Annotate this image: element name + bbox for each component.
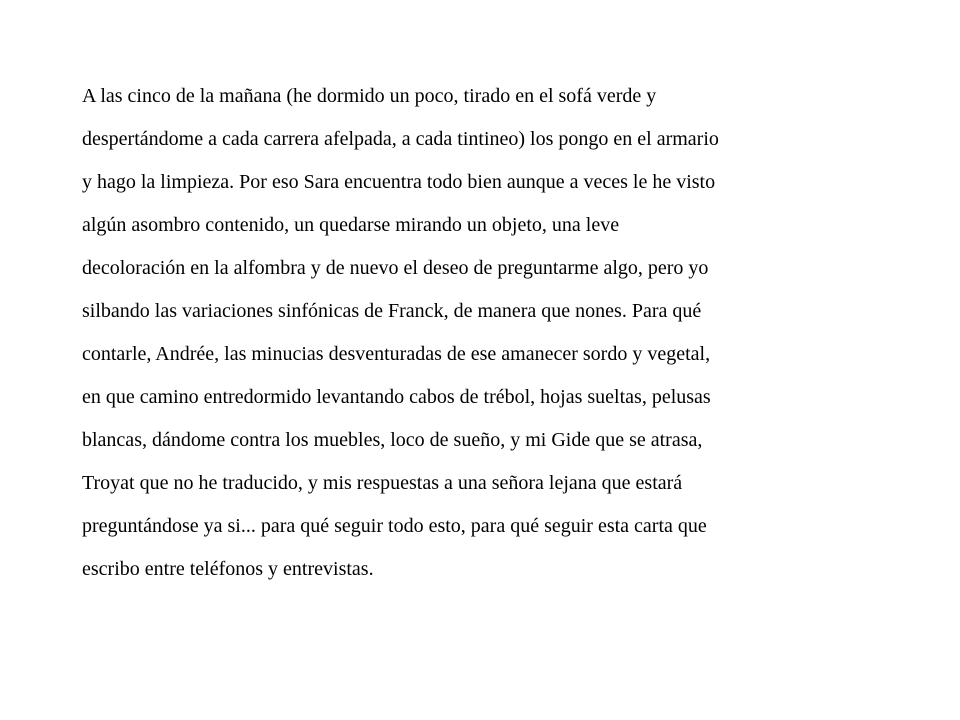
paragraph-line: despertándome a cada carrera afelpada, a cada tintineo) los pongo en el armario	[82, 128, 719, 150]
paragraph-line: preguntándose ya si... para qué seguir todo esto, para qué seguir esta carta que	[82, 515, 707, 537]
paragraph-line: Troyat que no he traducido, y mis respuestas a una señora lejana que estará	[82, 472, 683, 494]
paragraph-line: contarle, Andrée, las minucias desventuradas de ese amanecer sordo y vegetal,	[82, 343, 711, 365]
paragraph-line: algún asombro contenido, un quedarse mirando un objeto, una leve	[82, 214, 620, 236]
body-paragraph	[82, 80, 882, 596]
paragraph-line: silbando las variaciones sinfónicas de Franck, de manera que nones. Para qué	[82, 300, 702, 322]
paragraph-line: decoloración en la alfombra y de nuevo el deseo de preguntarme algo, pero yo	[82, 257, 709, 279]
paragraph-line: y hago la limpieza. Por eso Sara encuentra todo bien aunque a veces le he visto	[82, 171, 716, 193]
paragraph-line: A las cinco de la mañana (he dormido un poco, tirado en el sofá verde y	[82, 85, 657, 107]
paragraph-line: en que camino entredormido levantando cabos de trébol, hojas sueltas, pelusas	[82, 386, 711, 408]
paragraph-line: blancas, dándome contra los muebles, loco de sueño, y mi Gide que se atrasa,	[82, 429, 703, 451]
paragraph-line: escribo entre teléfonos y entrevistas.	[82, 558, 374, 580]
